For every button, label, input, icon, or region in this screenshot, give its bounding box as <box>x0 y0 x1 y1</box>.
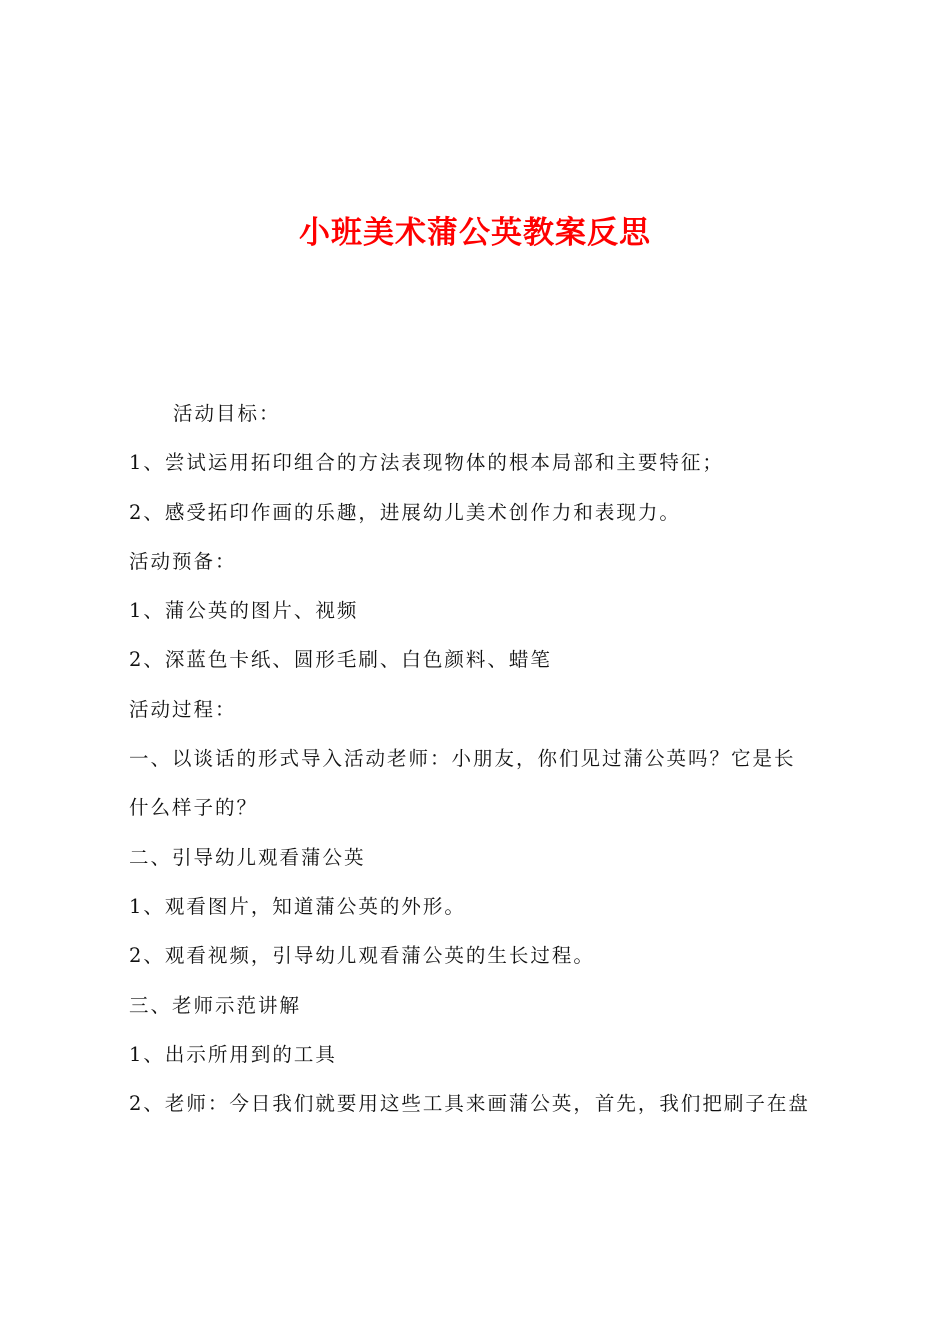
paragraph-line: 二、引导幼儿观看蒲公英 <box>129 845 366 869</box>
paragraph-line: 1、尝试运用拓印组合的方法表现物体的根本局部和主要特征； <box>129 451 724 475</box>
section-heading-goals: 活动目标： <box>173 402 281 425</box>
paragraph-line: 2、感受拓印作画的乐趣，进展幼儿美术创作力和表现力。 <box>129 500 681 524</box>
document-title: 小班美术蒲公英教案反思 <box>299 215 651 251</box>
section-heading-process: 活动过程： <box>129 697 237 721</box>
paragraph-line: 什么样子的？ <box>129 796 259 820</box>
paragraph-line: 2、老师：今日我们就要用这些工具来画蒲公英，首先，我们把刷子在盘 <box>129 1092 810 1116</box>
paragraph-line: 一、以谈话的形式导入活动老师：小朋友，你们见过蒲公英吗？它是长 <box>129 747 796 771</box>
paragraph-line: 1、蒲公英的图片、视频 <box>129 599 359 623</box>
section-heading-preparation: 活动预备： <box>129 549 237 573</box>
paragraph-line: 1、出示所用到的工具 <box>129 1042 337 1066</box>
document-body <box>129 392 834 1131</box>
paragraph-line: 2、深蓝色卡纸、圆形毛刷、白色颜料、蜡笔 <box>129 648 552 672</box>
paragraph-line: 1、观看图片，知道蒲公英的外形。 <box>129 894 466 918</box>
paragraph-line: 2、观看视频，引导幼儿观看蒲公英的生长过程。 <box>129 944 595 968</box>
paragraph-line: 三、老师示范讲解 <box>129 993 302 1017</box>
